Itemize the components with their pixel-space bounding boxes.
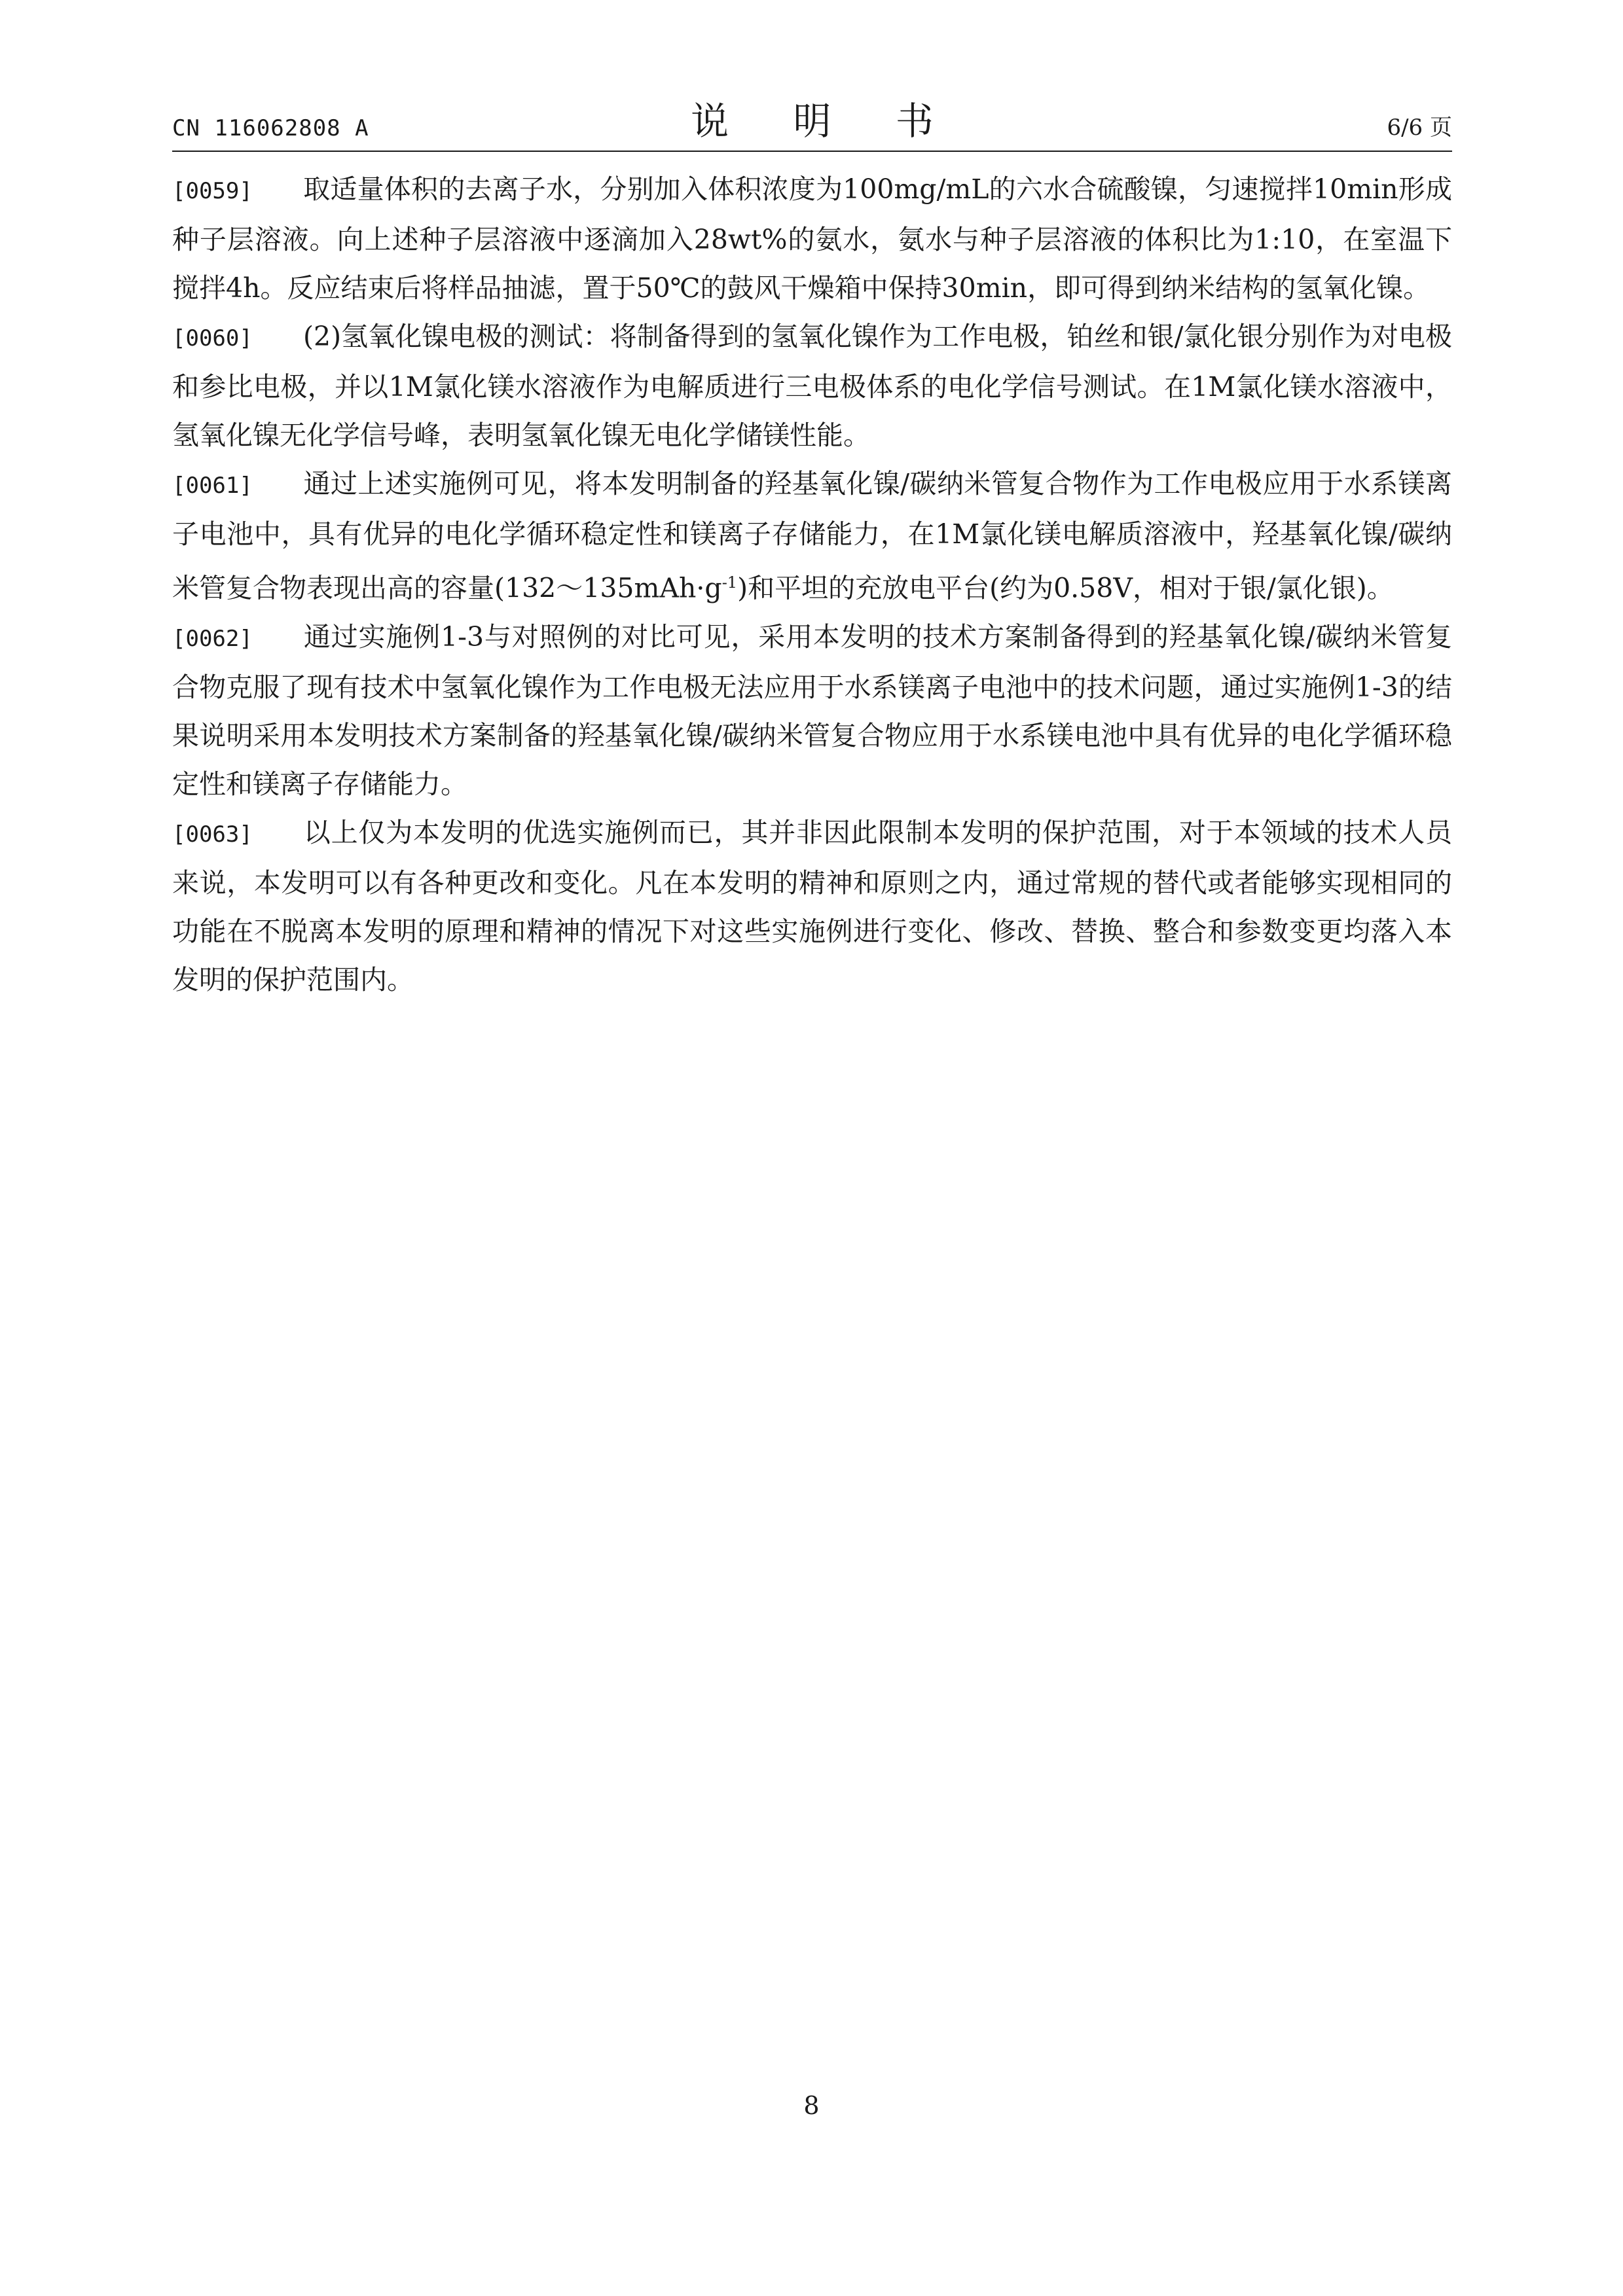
page-header [172,98,1452,151]
publication-number: CN 116062808 A [172,115,369,141]
paragraph-number: [0061] [172,473,253,499]
unit-exponent: -1 [721,573,738,592]
paragraph-0063 [172,808,1452,1004]
paragraph-number: [0059] [172,178,253,204]
paragraph-number: [0063] [172,821,253,848]
paragraph-text-continued: )和平坦的充放电平台(约为0.58V，相对于银/氯化银)。 [737,572,1394,604]
document-title: 说 明 书 [691,99,960,143]
paragraph-text: (2)氢氧化镍电极的测试：将制备得到的氢氧化镍作为工作电极，铂丝和银/氯化银分别作为对电极和参比电极，并以1M氯化镁水溶液作为电解质进行三电极体系的电化学信号测试。在1M氯化镁水溶液中，氢氧化镍无化学信号峰，表明氢氧化镍无电化学储镁性能。 [172,321,1452,451]
paragraph-number: [0060] [172,325,253,351]
page-count: 6/6 页 [1387,115,1452,141]
paragraph-0061 [172,459,1452,613]
page-number: 8 [803,2091,820,2120]
paragraph-text: 以上仅为本发明的优选实施例而已，其并非因此限制本发明的保护范围，对于本领域的技术人员来说，本发明可以有各种更改和变化。凡在本发明的精神和原则之内，通过常规的替代或者能够实现相同的功能在不脱离本发明的原理和精神的情况下对这些实施例进行变化、修改、替换、整合和参数变更均落入本发明的保护范围内。 [172,816,1452,996]
paragraph-text: 通过实施例1-3与对照例的对比可见，采用本发明的技术方案制备得到的羟基氧化镍/碳纳米管复合物克服了现有技术中氢氧化镍作为工作电极无法应用于水系镁离子电池中的技术问题，通过实施例1-3的结果说明采用本发明技术方案制备的羟基氧化镍/碳纳米管复合物应用于水系镁电池中具有优异的电化学循环稳定性和镁离子存储能力。 [172,620,1452,800]
header-divider [172,151,1452,152]
paragraph-number: [0062] [172,625,253,652]
description-body [172,165,1452,1004]
paragraph-0059 [172,165,1452,312]
paragraph-text: 取适量体积的去离子水，分别加入体积浓度为100mg/mL的六水合硫酸镍，匀速搅拌10min形成种子层溶液。向上述种子层溶液中逐滴加入28wt%的氨水，氨水与种子层溶液的体积比为1:10，在室温下搅拌4h。反应结束后将样品抽滤，置于50℃的鼓风干燥箱中保持30min，即可得到纳米结构的氢氧化镍。 [172,173,1452,304]
paragraph-0060 [172,312,1452,459]
paragraph-0062 [172,613,1452,808]
paragraph-text: 通过上述实施例可见，将本发明制备的羟基氧化镍/碳纳米管复合物作为工作电极应用于水系镁离子电池中，具有优异的电化学循环稳定性和镁离子存储能力，在1M氯化镁电解质溶液中，羟基氧化镍/碳纳米管复合物表现出高的容量(132～135mAh·g [172,468,1452,604]
